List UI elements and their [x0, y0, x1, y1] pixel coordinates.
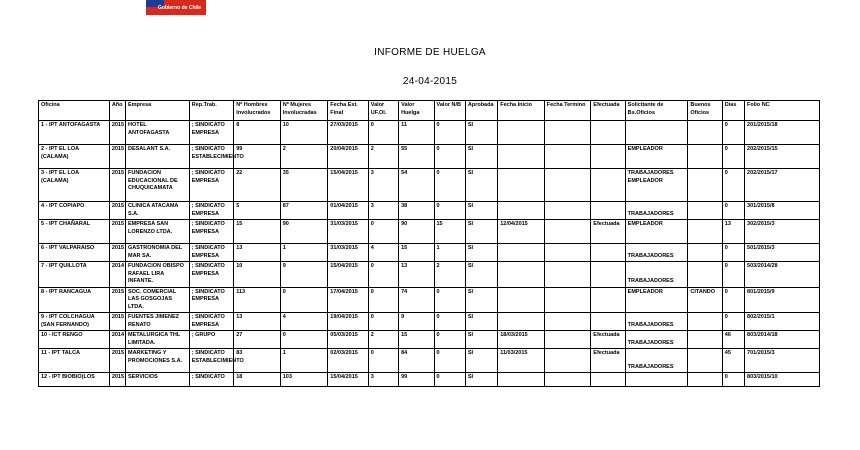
column-header: Empresa: [125, 101, 189, 121]
table-cell: ; SINDICATO EMPRESA: [189, 287, 234, 313]
table-cell: 74: [399, 287, 434, 313]
table-cell: 0: [722, 145, 744, 169]
table-cell: 0: [722, 121, 744, 145]
report-title: INFORME DE HUELGA: [374, 47, 486, 58]
table-cell: [544, 313, 591, 331]
table-cell: [688, 331, 722, 349]
table-cell: 05/03/2015: [328, 331, 368, 349]
table-cell: 13: [234, 244, 281, 262]
table-row: [39, 373, 820, 387]
table-cell: 87: [280, 202, 328, 220]
table-cell: SERVICIOS: [125, 373, 189, 387]
table-cell: MARKETING Y PROMOCIONES S.A.: [125, 349, 189, 373]
table-cell: SI: [465, 262, 497, 288]
table-cell: 2: [368, 145, 398, 169]
table-cell: [591, 121, 625, 145]
column-header: Oficina: [39, 101, 110, 121]
column-header: Valor Huelga: [399, 101, 434, 121]
table-row: [39, 244, 820, 262]
table-cell: [498, 202, 545, 220]
table-cell: 2: [434, 262, 465, 288]
table-cell: 2015: [109, 287, 125, 313]
table-cell: 1: [280, 349, 328, 373]
table-cell: [544, 244, 591, 262]
table-cell: 15/04/2015: [328, 262, 368, 288]
table-cell: 1: [434, 244, 465, 262]
table-cell: SI: [465, 169, 497, 202]
table-cell: EMPRESA SAN LORENZO LTDA.: [125, 220, 189, 244]
table-cell: SI: [465, 202, 497, 220]
column-header: Fecha Inicio: [498, 101, 545, 121]
table-cell: 0: [722, 373, 744, 387]
table-cell: 35: [280, 169, 328, 202]
column-header: Año: [109, 101, 125, 121]
table-cell: [688, 121, 722, 145]
table-cell: 0: [368, 349, 398, 373]
table-cell: 13: [399, 262, 434, 288]
table-cell: TRABAJADORES: [625, 262, 688, 288]
table-cell: 0: [434, 121, 465, 145]
table-cell: 301/2015/8: [745, 202, 820, 220]
table-cell: [591, 202, 625, 220]
table-cell: 12 - IPT BIOBIO(LOS: [39, 373, 110, 387]
table-header-row: [39, 101, 820, 121]
logo-text: Gobierno de Chile: [158, 5, 202, 11]
column-header: Valor N/B: [434, 101, 465, 121]
table-row: [39, 313, 820, 331]
table-cell: 3: [368, 373, 398, 387]
column-header: Valor UF.OI.: [368, 101, 398, 121]
table-cell: [544, 121, 591, 145]
table-cell: [688, 349, 722, 373]
table-cell: 7 - IPT QUILLOTA: [39, 262, 110, 288]
table-cell: [688, 220, 722, 244]
table-cell: [688, 145, 722, 169]
table-cell: 503/2014/28: [745, 262, 820, 288]
table-cell: [591, 373, 625, 387]
table-cell: 15/04/2015: [328, 373, 368, 387]
table-cell: METALURGICA THL LIMITADA.: [125, 331, 189, 349]
table-cell: 99: [399, 373, 434, 387]
table-row: [39, 220, 820, 244]
column-header: Aprobada: [465, 101, 497, 121]
table-cell: 55: [399, 145, 434, 169]
table-cell: 15: [399, 331, 434, 349]
table-cell: 22: [234, 169, 281, 202]
table-cell: 9 - IPT COLCHAGUA (SAN FERNANDO): [39, 313, 110, 331]
table-cell: GASTRONOMIA DEL MAR SA.: [125, 244, 189, 262]
table-row: [39, 145, 820, 169]
column-header: Nº Mujeres Involucradas: [280, 101, 328, 121]
table-cell: ; SINDICATO EMPRESA: [189, 169, 234, 202]
table-cell: 3: [368, 202, 398, 220]
table-cell: 201/2015/18: [745, 121, 820, 145]
table-cell: DESALANT S.A.: [125, 145, 189, 169]
table-cell: 9: [399, 313, 434, 331]
table-cell: 803/2015/10: [745, 373, 820, 387]
table-cell: CLINICA ATACAMA S.A.: [125, 202, 189, 220]
table-cell: 2015: [109, 220, 125, 244]
table-cell: 99: [234, 145, 281, 169]
table-cell: 4 - IPT COPIAPO: [39, 202, 110, 220]
table-cell: 2: [280, 145, 328, 169]
table-cell: 27/03/2015: [328, 121, 368, 145]
table-cell: 15: [434, 220, 465, 244]
table-cell: 1 - IPT ANTOFAGASTA: [39, 121, 110, 145]
column-header: Fecha Termino: [544, 101, 591, 121]
table-cell: 11/03/2015: [498, 349, 545, 373]
table-cell: EMPLEADOR: [625, 287, 688, 313]
column-header: Nº Hombres Involucrados: [234, 101, 281, 121]
table-cell: 31/03/2015: [328, 244, 368, 262]
table-cell: 803/2014/18: [745, 331, 820, 349]
column-header: Buenos Oficios: [688, 101, 722, 121]
table-cell: TRABAJADORES: [625, 244, 688, 262]
table-cell: 0: [368, 287, 398, 313]
table-cell: 113: [234, 287, 281, 313]
table-row: [39, 121, 820, 145]
table-cell: [544, 349, 591, 373]
table-cell: 20/04/2015: [328, 145, 368, 169]
table-cell: 13: [234, 313, 281, 331]
table-cell: SI: [465, 244, 497, 262]
column-header: Solicitante de Bs.Oficios: [625, 101, 688, 121]
table-cell: 5 - IPT CHAÑARAL: [39, 220, 110, 244]
table-cell: ; SINDICATO ESTABLECIMIENTO: [189, 349, 234, 373]
column-header: Efectuada: [591, 101, 625, 121]
table-cell: 38: [399, 202, 434, 220]
table-cell: [544, 287, 591, 313]
table-cell: 46: [722, 331, 744, 349]
table-cell: 01/04/2015: [328, 202, 368, 220]
table-cell: 202/2015/17: [745, 169, 820, 202]
table-cell: 501/2015/3: [745, 244, 820, 262]
table-row: [39, 262, 820, 288]
table-cell: [625, 121, 688, 145]
table-cell: [591, 244, 625, 262]
table-cell: 0: [722, 313, 744, 331]
table-cell: ; GRUPO: [189, 331, 234, 349]
table-cell: [544, 262, 591, 288]
table-cell: 54: [399, 169, 434, 202]
table-cell: [544, 331, 591, 349]
table-cell: 10 - ICT RENGO: [39, 331, 110, 349]
table-cell: ; SINDICATO EMPRESA: [189, 244, 234, 262]
table-cell: 0: [722, 287, 744, 313]
table-cell: [688, 202, 722, 220]
table-cell: ; SINDICATO: [189, 373, 234, 387]
table-cell: 2 - IPT EL LOA (CALAMA): [39, 145, 110, 169]
table-cell: TRABAJADORES: [625, 202, 688, 220]
strike-report-table: [38, 100, 820, 387]
table-cell: 84: [399, 349, 434, 373]
table-cell: [544, 169, 591, 202]
table-cell: TRABAJADORES: [625, 313, 688, 331]
table-cell: 15: [399, 244, 434, 262]
table-row: [39, 169, 820, 202]
table-cell: 3: [368, 169, 398, 202]
table-cell: [498, 313, 545, 331]
table-cell: [591, 262, 625, 288]
table-row: [39, 287, 820, 313]
table-cell: 0: [280, 287, 328, 313]
table-cell: 02/03/2015: [328, 349, 368, 373]
table-cell: TRABAJADORES: [625, 331, 688, 349]
table-cell: [591, 287, 625, 313]
table-cell: 0: [368, 313, 398, 331]
table-cell: [498, 121, 545, 145]
table-cell: 27: [234, 331, 281, 349]
table-cell: SOC. COMERCIAL LAS GOSGOJAS LTDA.: [125, 287, 189, 313]
table-row: [39, 331, 820, 349]
table-cell: 15/04/2015: [328, 169, 368, 202]
table-cell: 11: [399, 121, 434, 145]
table-cell: 801/2015/9: [745, 287, 820, 313]
table-cell: CITANDO: [688, 287, 722, 313]
table-cell: 45: [722, 349, 744, 373]
table-cell: 13: [722, 220, 744, 244]
table-cell: TRABAJADORES: [625, 349, 688, 373]
table-cell: 3 - IPT EL LOA (CALAMA): [39, 169, 110, 202]
table-cell: ; SINDICATO ESTABLECIMIENTO: [189, 145, 234, 169]
table-cell: EMPLEADOR: [625, 145, 688, 169]
table-row: [39, 202, 820, 220]
table-cell: SI: [465, 287, 497, 313]
table-cell: 10: [234, 262, 281, 288]
column-header: Folio NC: [745, 101, 820, 121]
table-row: [39, 349, 820, 373]
table-cell: [688, 244, 722, 262]
table-cell: 2015: [109, 313, 125, 331]
table-cell: [625, 373, 688, 387]
report-date: 24-04-2015: [402, 76, 458, 87]
table-cell: [544, 145, 591, 169]
column-header: Rep.Trab.: [189, 101, 234, 121]
table-cell: 2014: [109, 262, 125, 288]
table-cell: [544, 220, 591, 244]
table-cell: 0: [434, 373, 465, 387]
table-cell: 0: [434, 313, 465, 331]
table-cell: HOTEL ANTOFAGASTA: [125, 121, 189, 145]
table-cell: ; SINDICATO EMPRESA: [189, 220, 234, 244]
table-cell: [688, 169, 722, 202]
table-cell: TRABAJADORES EMPLEADOR: [625, 169, 688, 202]
table-cell: ; SINDICATO EMPRESA: [189, 202, 234, 220]
table-cell: 17/04/2015: [328, 287, 368, 313]
table-cell: SI: [465, 220, 497, 244]
table-cell: 18: [234, 373, 281, 387]
table-cell: 2015: [109, 244, 125, 262]
table-cell: 0: [434, 349, 465, 373]
table-cell: SI: [465, 121, 497, 145]
column-header: Fecha Est. Final: [328, 101, 368, 121]
table-cell: SI: [465, 349, 497, 373]
government-logo: [146, 0, 206, 15]
table-cell: 302/2015/3: [745, 220, 820, 244]
table-cell: [688, 373, 722, 387]
table-cell: 11 - IPT TALCA: [39, 349, 110, 373]
table-cell: 0: [722, 262, 744, 288]
table-cell: 90: [399, 220, 434, 244]
table-cell: 2015: [109, 349, 125, 373]
table-cell: 2015: [109, 169, 125, 202]
table-cell: [591, 313, 625, 331]
table-cell: 4: [368, 244, 398, 262]
table-cell: FUNDACION EDUCACIONAL DE CHUQUICAMATA: [125, 169, 189, 202]
table-cell: 103: [280, 373, 328, 387]
table-cell: 2015: [109, 121, 125, 145]
table-cell: 0: [434, 287, 465, 313]
table-cell: 0: [434, 145, 465, 169]
table-cell: 18/03/2015: [498, 331, 545, 349]
table-cell: 2: [368, 331, 398, 349]
table-cell: 0: [722, 169, 744, 202]
table-cell: 6 - IPT VALPARAISO: [39, 244, 110, 262]
table-cell: [544, 373, 591, 387]
table-cell: [591, 145, 625, 169]
table-cell: FUENTES JIMENEZ RENATO: [125, 313, 189, 331]
table-cell: 0: [368, 262, 398, 288]
table-cell: 0: [722, 244, 744, 262]
table-cell: Efectuada: [591, 349, 625, 373]
table-cell: 1: [280, 244, 328, 262]
table-cell: ; SINDICATO EMPRESA: [189, 121, 234, 145]
table-cell: [498, 145, 545, 169]
table-cell: 2015: [109, 202, 125, 220]
table-cell: Efectuada: [591, 331, 625, 349]
table-cell: 8: [234, 121, 281, 145]
table-cell: EMPLEADOR: [625, 220, 688, 244]
table-cell: 0: [722, 202, 744, 220]
table-cell: 0: [368, 220, 398, 244]
table-cell: Efectuada: [591, 220, 625, 244]
table-cell: SI: [465, 145, 497, 169]
table-cell: 5: [234, 202, 281, 220]
table-cell: [498, 262, 545, 288]
column-header: Días: [722, 101, 744, 121]
table-cell: 0: [280, 331, 328, 349]
table-cell: 2014: [109, 331, 125, 349]
table-cell: 12/04/2015: [498, 220, 545, 244]
table-cell: 9: [280, 262, 328, 288]
table-cell: 0: [434, 169, 465, 202]
table-cell: 202/2015/15: [745, 145, 820, 169]
table-cell: 19/04/2015: [328, 313, 368, 331]
table-cell: 701/2015/3: [745, 349, 820, 373]
table-cell: 2015: [109, 145, 125, 169]
table-cell: ; SINDICATO EMPRESA: [189, 262, 234, 288]
table-cell: [688, 313, 722, 331]
table-cell: FUNDACION OBISPO RAFAEL LIRA INFANTE.: [125, 262, 189, 288]
table-cell: SI: [465, 373, 497, 387]
table-cell: 0: [434, 331, 465, 349]
table-cell: ; SINDICATO EMPRESA: [189, 313, 234, 331]
table-cell: 0: [434, 202, 465, 220]
table-cell: [591, 169, 625, 202]
table-cell: 15: [234, 220, 281, 244]
table-cell: [498, 373, 545, 387]
table-cell: [498, 287, 545, 313]
table-cell: 0: [368, 121, 398, 145]
table-cell: [498, 244, 545, 262]
table-cell: [688, 262, 722, 288]
table-cell: 4: [280, 313, 328, 331]
table-cell: SI: [465, 313, 497, 331]
table-cell: 31/03/2015: [328, 220, 368, 244]
table-cell: [544, 202, 591, 220]
table-cell: 10: [280, 121, 328, 145]
table-cell: [498, 169, 545, 202]
table-cell: SI: [465, 331, 497, 349]
table-cell: 83: [234, 349, 281, 373]
table-cell: 90: [280, 220, 328, 244]
table-cell: 8 - IPT RANCAGUA: [39, 287, 110, 313]
table-cell: 802/2015/1: [745, 313, 820, 331]
table-cell: 2015: [109, 373, 125, 387]
